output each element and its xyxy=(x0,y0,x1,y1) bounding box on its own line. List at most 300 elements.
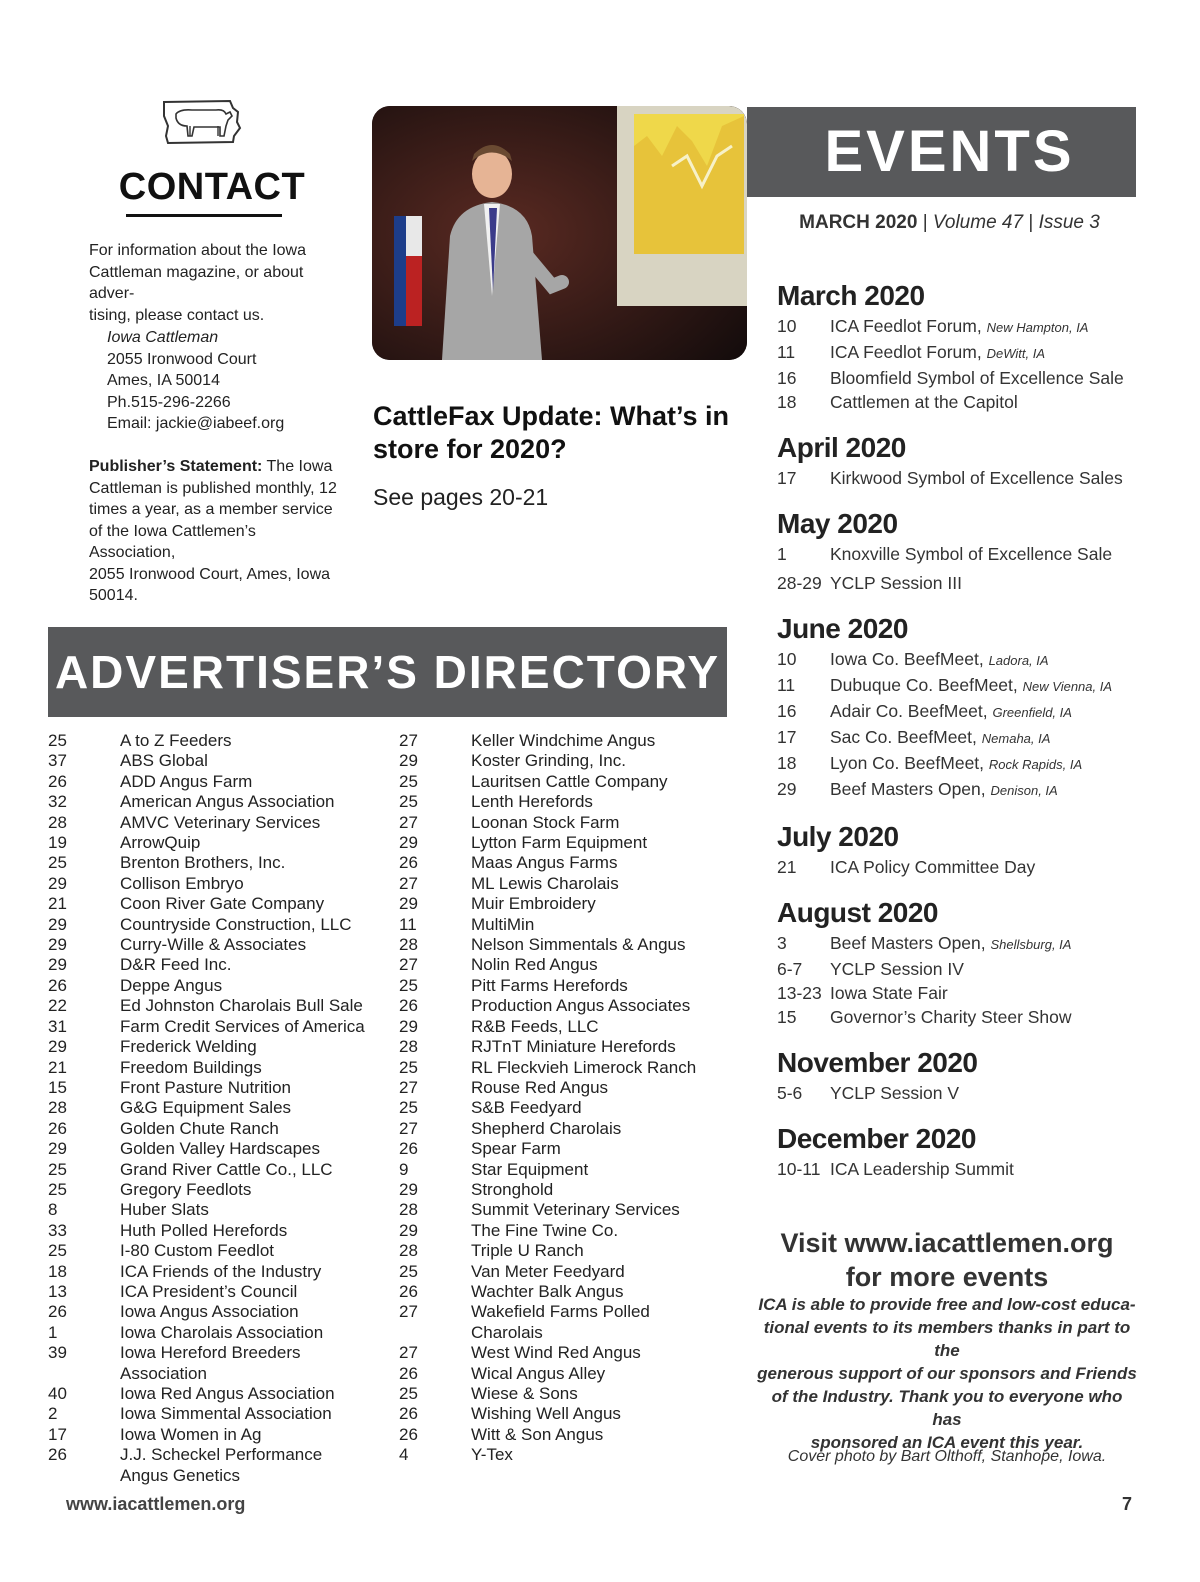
directory-advertiser xyxy=(471,996,729,1016)
event-row xyxy=(777,314,1147,340)
directory-advertiser-line: Production Angus Associates xyxy=(471,996,691,1016)
directory-advertiser xyxy=(120,1445,378,1486)
publisher-line: 50014. xyxy=(89,587,138,604)
event-date: 15 xyxy=(777,1007,797,1027)
event-title: Iowa State Fair xyxy=(830,983,948,1003)
directory-advertiser-line: Muir Embroidery xyxy=(471,894,596,914)
event-date: 5-6 xyxy=(777,1083,803,1103)
event-title: Cattlemen at the Capitol xyxy=(830,392,1018,412)
sponsor-note-line: tional events to its members thanks in part to the xyxy=(763,1318,1131,1360)
directory-row xyxy=(48,1323,378,1343)
directory-advertiser-line: Huth Polled Herefords xyxy=(120,1220,288,1240)
directory-advertiser xyxy=(471,894,729,914)
directory-page: 26 xyxy=(48,1302,67,1322)
directory-row xyxy=(48,772,378,792)
directory-advertiser-line: Angus Genetics xyxy=(120,1465,241,1485)
event-title: Beef Masters Open, xyxy=(830,779,986,799)
event-name xyxy=(830,673,1112,699)
directory-row xyxy=(48,833,378,853)
event-location: New Hampton, IA xyxy=(986,320,1089,335)
directory-row xyxy=(399,1241,729,1261)
directory-advertiser-line: Iowa Charolais Association xyxy=(120,1322,324,1342)
directory-row xyxy=(48,1058,378,1078)
event-month-title: August 2020 xyxy=(777,897,938,928)
directory-advertiser-line: A to Z Feeders xyxy=(120,731,232,750)
directory-advertiser-line: Curry-Wille & Associates xyxy=(120,935,307,955)
directory-advertiser-line: Nolin Red Angus xyxy=(471,955,598,975)
event-row xyxy=(777,1081,1147,1105)
directory-advertiser xyxy=(120,1200,378,1220)
directory-row xyxy=(48,996,378,1016)
directory-page: 26 xyxy=(399,853,418,873)
directory-advertiser-line: Nelson Simmentals & Angus xyxy=(471,935,686,955)
directory-advertiser-line: Iowa Women in Ag xyxy=(120,1424,262,1444)
event-date: 16 xyxy=(777,701,797,721)
issue-month: MARCH 2020 xyxy=(799,212,918,233)
directory-advertiser-line: Wishing Well Angus xyxy=(471,1404,621,1424)
directory-advertiser-line: Spear Farm xyxy=(471,1139,561,1159)
directory-row xyxy=(48,1180,378,1200)
directory-advertiser-line: ADD Angus Farm xyxy=(120,771,253,791)
directory-row xyxy=(48,731,378,751)
directory-advertiser xyxy=(471,1241,729,1261)
directory-advertiser-line: Lauritsen Cattle Company xyxy=(471,771,668,791)
directory-advertiser-line: Iowa Angus Association xyxy=(120,1302,299,1322)
event-location: Nemaha, IA xyxy=(981,731,1051,746)
directory-page: 29 xyxy=(48,935,67,955)
directory-advertiser-line: Summit Veterinary Services xyxy=(471,1200,680,1220)
event-name xyxy=(830,1081,959,1105)
directory-page: 21 xyxy=(48,1057,67,1077)
directory-page: 29 xyxy=(48,1139,67,1159)
address-phone: Ph.515-296-2266 xyxy=(107,393,231,411)
directory-advertiser xyxy=(471,874,729,894)
directory-advertiser-line: Rouse Red Angus xyxy=(471,1077,609,1097)
event-title: Beef Masters Open, xyxy=(830,933,986,953)
directory-advertiser-line: Shepherd Charolais xyxy=(471,1118,622,1138)
contact-intro-line: tising, please contact us. xyxy=(89,306,265,324)
event-name xyxy=(830,725,1050,751)
event-row xyxy=(777,390,1147,414)
directory-page: 25 xyxy=(399,771,418,791)
directory-page: 25 xyxy=(48,731,67,750)
event-month xyxy=(777,1045,1147,1105)
directory-row xyxy=(48,751,378,771)
directory-advertiser-line: Pitt Farms Herefords xyxy=(471,975,628,995)
directory-advertiser xyxy=(120,731,378,751)
event-month xyxy=(777,506,1147,595)
directory-advertiser-line: Wiese & Sons xyxy=(471,1384,578,1403)
event-date: 3 xyxy=(777,933,787,953)
event-date: 28-29 xyxy=(777,573,822,593)
event-title: Dubuque Co. BeefMeet, xyxy=(830,675,1018,695)
directory-page: 27 xyxy=(399,1302,418,1322)
speaker-photo xyxy=(372,106,747,360)
directory-row xyxy=(48,1262,378,1282)
directory-advertiser-line: Countryside Construction, LLC xyxy=(120,914,352,934)
directory-advertiser-line: Wakefield Farms Polled xyxy=(471,1302,650,1322)
cover-credit: Cover photo by Bart Olthoff, Stanhope, Iowa. xyxy=(787,1448,1107,1465)
event-month-title: July 2020 xyxy=(777,821,899,852)
event-date: 18 xyxy=(777,753,797,773)
directory-advertiser xyxy=(471,1445,729,1465)
event-title: YCLP Session III xyxy=(830,573,962,593)
directory-advertiser xyxy=(120,1119,378,1139)
event-row xyxy=(777,957,1147,981)
directory-row xyxy=(48,1139,378,1159)
directory-row xyxy=(48,853,378,873)
directory-advertiser-line: ICA President’s Council xyxy=(120,1281,298,1301)
directory-advertiser-line: Stronghold xyxy=(471,1179,554,1199)
directory-row xyxy=(48,1098,378,1118)
directory-advertiser-line: S&B Feedyard xyxy=(471,1098,582,1118)
directory-advertiser-line: Farm Credit Services of America xyxy=(120,1016,365,1036)
visit-line[interactable]: Visit www.iacattlemen.org xyxy=(780,1228,1114,1258)
event-row xyxy=(777,466,1147,490)
directory-advertiser xyxy=(471,1262,729,1282)
directory-row xyxy=(399,1098,729,1118)
directory-page: 26 xyxy=(399,996,418,1016)
event-month-title: April 2020 xyxy=(777,432,906,463)
directory-advertiser xyxy=(471,1221,729,1241)
directory-page: 25 xyxy=(399,1057,418,1077)
directory-page: 28 xyxy=(399,1037,418,1057)
event-location: Denison, IA xyxy=(990,783,1058,798)
directory-advertiser xyxy=(471,1037,729,1057)
directory-advertiser-line: Golden Valley Hardscapes xyxy=(120,1139,321,1159)
directory-row xyxy=(399,1384,729,1404)
directory-advertiser-line: Van Meter Feedyard xyxy=(471,1261,625,1281)
event-month-title: March 2020 xyxy=(777,280,925,311)
directory-page: 19 xyxy=(48,833,67,853)
directory-advertiser xyxy=(471,1078,729,1098)
event-date: 10 xyxy=(777,316,797,336)
directory-advertiser-line: ICA Friends of the Industry xyxy=(120,1261,322,1281)
directory-advertiser xyxy=(471,1200,729,1220)
directory-row xyxy=(399,1425,729,1445)
sponsor-note-line: of the Industry. Thank you to everyone who has xyxy=(771,1387,1123,1429)
event-row xyxy=(777,673,1147,699)
directory-advertiser-line: Iowa Red Angus Association xyxy=(120,1384,335,1403)
event-name xyxy=(830,855,1035,879)
directory-advertiser-line: ML Lewis Charolais xyxy=(471,873,619,893)
event-date: 11 xyxy=(777,675,796,695)
page-number: 7 xyxy=(1122,1494,1133,1514)
directory-row xyxy=(399,996,729,1016)
contact-divider xyxy=(126,214,282,217)
directory-page: 27 xyxy=(399,1077,418,1097)
directory-page: 29 xyxy=(48,1037,67,1057)
directory-page: 25 xyxy=(399,792,418,812)
directory-advertiser-line: Lenth Herefords xyxy=(471,792,593,812)
event-month xyxy=(777,430,1147,490)
directory-page: 29 xyxy=(399,1016,418,1036)
visit-line: for more events xyxy=(845,1262,1049,1292)
directory-advertiser xyxy=(120,1160,378,1180)
directory-page: 27 xyxy=(399,955,418,975)
directory-advertiser-line: Freedom Buildings xyxy=(120,1057,262,1077)
directory-advertiser-line: Golden Chute Ranch xyxy=(120,1118,279,1138)
directory-advertiser xyxy=(471,1058,729,1078)
event-name xyxy=(830,699,1072,725)
directory-page: 29 xyxy=(48,873,67,893)
directory-advertiser xyxy=(471,1119,729,1139)
directory-row xyxy=(399,833,729,853)
directory-row xyxy=(48,1078,378,1098)
directory-advertiser xyxy=(120,955,378,975)
contact-intro-line: For information about the Iowa xyxy=(89,242,307,259)
directory-advertiser xyxy=(471,1404,729,1424)
directory-row xyxy=(48,1160,378,1180)
directory-title: ADVERTISER’S DIRECTORY xyxy=(54,646,721,698)
event-location: Ladora, IA xyxy=(988,653,1049,668)
directory-page: 17 xyxy=(48,1424,67,1444)
directory-advertiser xyxy=(120,833,378,853)
address-city: Ames, IA 50014 xyxy=(107,372,220,389)
directory-advertiser-line: Witt & Son Angus xyxy=(471,1424,604,1444)
directory-row xyxy=(48,1282,378,1302)
directory-advertiser-line: Maas Angus Farms xyxy=(471,853,618,873)
directory-advertiser xyxy=(120,1078,378,1098)
directory-row xyxy=(399,1180,729,1200)
directory-row xyxy=(399,1364,729,1384)
directory-advertiser xyxy=(120,772,378,792)
directory-advertiser xyxy=(471,1282,729,1302)
directory-advertiser xyxy=(471,1364,729,1384)
address-email[interactable]: Email: jackie@iabeef.org xyxy=(107,415,285,432)
directory-advertiser xyxy=(120,1262,378,1282)
event-row xyxy=(777,981,1147,1005)
directory-page: 29 xyxy=(399,833,418,853)
event-row xyxy=(777,777,1147,803)
directory-advertiser xyxy=(471,1139,729,1159)
event-month xyxy=(777,611,1147,803)
issue-number: Issue 3 xyxy=(1038,212,1100,233)
directory-row xyxy=(48,976,378,996)
directory-page: 25 xyxy=(399,975,418,995)
directory-row xyxy=(48,1200,378,1220)
directory-row xyxy=(399,772,729,792)
sponsor-note xyxy=(757,1293,1137,1454)
directory-advertiser xyxy=(120,1343,378,1384)
directory-row xyxy=(399,894,729,914)
directory-advertiser-line: Coon River Gate Company xyxy=(120,894,325,914)
event-month-title: May 2020 xyxy=(777,508,898,539)
event-title: ICA Leadership Summit xyxy=(830,1159,1014,1179)
event-row xyxy=(777,366,1147,390)
event-row xyxy=(777,1157,1147,1181)
event-name xyxy=(830,390,1018,414)
directory-page: 25 xyxy=(48,1179,67,1199)
event-name xyxy=(830,542,1112,566)
directory-page: 29 xyxy=(399,1179,418,1199)
event-month-title: November 2020 xyxy=(777,1047,978,1078)
directory-advertiser-line: Front Pasture Nutrition xyxy=(120,1077,292,1097)
event-date: 1 xyxy=(777,544,787,564)
directory-page: 27 xyxy=(399,731,418,750)
directory-row xyxy=(399,853,729,873)
directory-page: 40 xyxy=(48,1384,67,1403)
directory-row xyxy=(399,813,729,833)
visit-website xyxy=(757,1226,1137,1294)
directory-row xyxy=(399,955,729,975)
directory-advertiser-line: I-80 Custom Feedlot xyxy=(120,1241,275,1261)
directory-page: 25 xyxy=(399,1384,418,1403)
directory-page: 25 xyxy=(48,1159,67,1179)
directory-page: 26 xyxy=(399,1281,418,1301)
directory-advertiser-line: Loonan Stock Farm xyxy=(471,812,620,832)
directory-advertiser-line: Brenton Brothers, Inc. xyxy=(120,853,286,873)
event-date: 18 xyxy=(777,392,797,412)
event-date: 10-11 xyxy=(777,1159,821,1179)
directory-row xyxy=(399,874,729,894)
directory-advertiser xyxy=(120,976,378,996)
event-date: 13-23 xyxy=(777,983,822,1003)
directory-row xyxy=(399,915,729,935)
directory-advertiser-line: Koster Grinding, Inc. xyxy=(471,751,626,771)
event-title: YCLP Session IV xyxy=(830,959,964,979)
directory-advertiser xyxy=(120,792,378,812)
directory-row xyxy=(48,1221,378,1241)
directory-advertiser-line: Grand River Cattle Co., LLC xyxy=(120,1159,333,1179)
directory-advertiser xyxy=(120,1323,378,1343)
directory-page: 28 xyxy=(48,812,67,832)
directory-column-left xyxy=(48,731,378,1486)
directory-advertiser xyxy=(120,996,378,1016)
directory-row xyxy=(48,1241,378,1261)
directory-advertiser-line: Deppe Angus xyxy=(120,975,223,995)
directory-advertiser-line: Lytton Farm Equipment xyxy=(471,833,648,853)
directory-advertiser xyxy=(120,935,378,955)
directory-row xyxy=(48,935,378,955)
directory-advertiser xyxy=(120,1404,378,1424)
events-list xyxy=(777,278,1147,1181)
event-date: 6-7 xyxy=(777,959,803,979)
directory-advertiser xyxy=(471,976,729,996)
event-name xyxy=(830,366,1124,390)
directory-advertiser-line: Y-Tex xyxy=(471,1445,513,1465)
event-title: ICA Policy Committee Day xyxy=(830,857,1036,877)
directory-row xyxy=(48,1302,378,1322)
publisher-line: 2055 Ironwood Court, Ames, Iowa xyxy=(89,565,331,583)
event-month-title: December 2020 xyxy=(777,1123,976,1154)
event-row xyxy=(777,542,1147,566)
event-month xyxy=(777,1121,1147,1181)
event-title: Lyon Co. BeefMeet, xyxy=(830,753,985,773)
directory-page: 26 xyxy=(48,1118,67,1138)
directory-page: 31 xyxy=(48,1016,67,1036)
event-date: 10 xyxy=(777,649,797,669)
footer-url[interactable]: www.iacattlemen.org xyxy=(66,1494,246,1514)
directory-advertiser xyxy=(471,915,729,935)
directory-row xyxy=(399,1160,729,1180)
directory-advertiser-line: Star Equipment xyxy=(471,1159,589,1179)
directory-advertiser xyxy=(471,1180,729,1200)
directory-page: 32 xyxy=(48,792,67,812)
directory-page: 28 xyxy=(399,1241,418,1261)
directory-column-right xyxy=(399,731,729,1466)
event-row xyxy=(777,571,1147,595)
directory-row xyxy=(399,1078,729,1098)
directory-advertiser xyxy=(471,792,729,812)
directory-page: 11 xyxy=(399,914,417,934)
directory-advertiser xyxy=(471,1098,729,1118)
organization-name: Iowa Cattleman xyxy=(107,329,219,346)
directory-row xyxy=(399,731,729,751)
directory-row xyxy=(48,874,378,894)
directory-advertiser-line: American Angus Association xyxy=(120,792,335,812)
directory-advertiser-line: Iowa Hereford Breeders xyxy=(120,1343,301,1363)
directory-advertiser-line: R&B Feeds, LLC xyxy=(471,1016,599,1036)
directory-page: 28 xyxy=(399,1200,418,1220)
event-name xyxy=(830,466,1123,490)
directory-page: 8 xyxy=(48,1200,58,1220)
event-title: Governor’s Charity Steer Show xyxy=(830,1007,1072,1027)
directory-row xyxy=(48,1425,378,1445)
directory-advertiser xyxy=(120,813,378,833)
events-title: EVENTS xyxy=(824,119,1075,184)
directory-advertiser xyxy=(471,833,729,853)
directory-advertiser-line: Iowa Simmental Association xyxy=(120,1404,332,1424)
event-row xyxy=(777,647,1147,673)
directory-advertiser-line: Huber Slats xyxy=(120,1200,209,1220)
directory-advertiser xyxy=(120,751,378,771)
directory-row xyxy=(399,1445,729,1465)
directory-row xyxy=(48,1037,378,1057)
directory-page: 29 xyxy=(48,914,67,934)
directory-advertiser-line: Wical Angus Alley xyxy=(471,1363,606,1383)
directory-row xyxy=(48,894,378,914)
event-name xyxy=(830,647,1049,673)
directory-row xyxy=(399,1302,729,1343)
directory-advertiser xyxy=(471,1425,729,1445)
event-name xyxy=(830,1157,1014,1181)
directory-row xyxy=(48,1384,378,1404)
directory-advertiser xyxy=(120,1058,378,1078)
directory-row xyxy=(48,1017,378,1037)
event-row xyxy=(777,725,1147,751)
directory-advertiser xyxy=(120,853,378,873)
event-row xyxy=(777,1005,1147,1029)
event-title: ICA Feedlot Forum, xyxy=(830,342,982,362)
directory-advertiser xyxy=(471,935,729,955)
directory-row xyxy=(48,1445,378,1486)
directory-page: 29 xyxy=(399,1220,418,1240)
event-name xyxy=(830,931,1071,957)
event-month-title: June 2020 xyxy=(777,613,908,644)
directory-row xyxy=(48,955,378,975)
directory-row xyxy=(399,1037,729,1057)
event-location: Shellsburg, IA xyxy=(990,937,1072,952)
event-date: 21 xyxy=(777,857,797,877)
event-title: ICA Feedlot Forum, xyxy=(830,316,982,336)
directory-page: 25 xyxy=(48,853,67,873)
directory-page: 26 xyxy=(399,1404,418,1424)
directory-page: 27 xyxy=(399,1118,418,1138)
directory-row xyxy=(399,1058,729,1078)
event-title: Kirkwood Symbol of Excellence Sales xyxy=(830,468,1123,488)
directory-advertiser-line: RL Fleckvieh Limerock Ranch xyxy=(471,1057,697,1077)
feature-title: CattleFax Update: What’s in store for 2020? xyxy=(373,401,730,464)
directory-page: 27 xyxy=(399,873,418,893)
directory-row xyxy=(48,1404,378,1424)
directory-page: 28 xyxy=(48,1098,67,1118)
directory-page: 4 xyxy=(399,1445,409,1465)
directory-page: 25 xyxy=(399,1261,418,1281)
event-name xyxy=(830,340,1045,366)
directory-row xyxy=(399,1282,729,1302)
directory-page: 29 xyxy=(399,894,418,914)
